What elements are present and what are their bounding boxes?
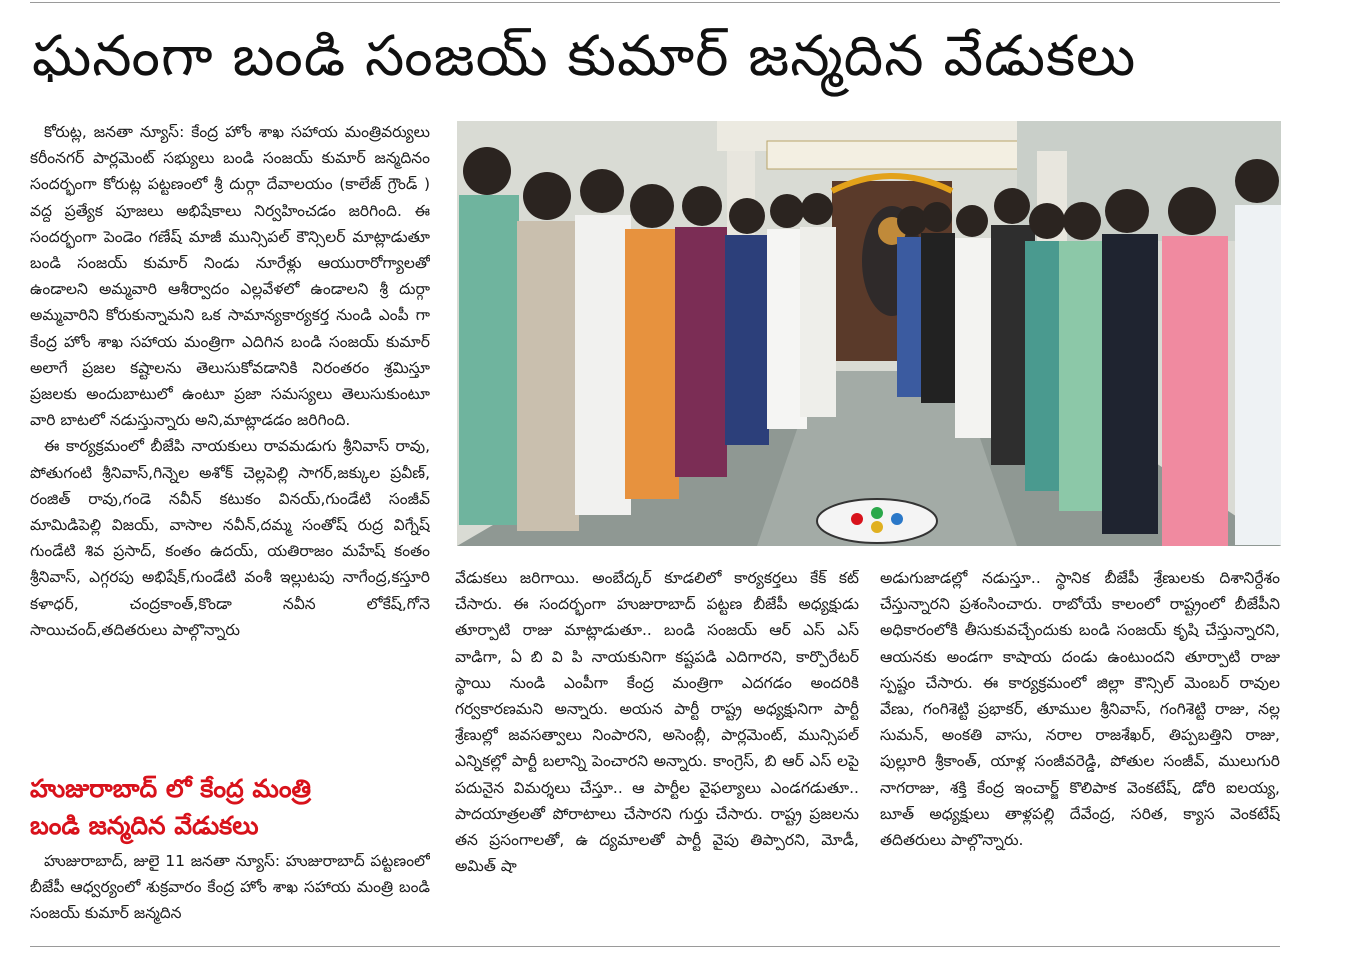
paragraph-2: ఈ కార్యక్రమంలో బీజేపి నాయకులు రావమడుగు శ్రీనివాస్ రావు, పోతుగంటి శ్రీనివాస్,గిన్నెల అశోక్ చెల్లపెల్లి సాగర్,జక్కుల ప్రవీణ్, రంజిత్ రావు,గండె నవీన్ కటుకం వినయ్,గుండేటి సంజీవ్ మామిడిపెల్లి విజయ్, వాసాల నవీన్,దమ్మ సంతోష్ రుద్ర విగ్నేష్ గుండేటి శివ ప్రసాద్, కంతం ఉదయ్, యతిరాజం మహేష్ కంతం శ్రీనివాస్, ఎగ్గరపు అభిషేక్,గుండేటి వంశీ ఇల్లుటపు నాగేంద్ర,కస్తూరి కళాధర్, చంద్రకాంత్,కొండా నవీన లోకేష్,గోనె సాయిచంద్,తదితరులు పాల్గొన్నారు	[30, 437, 430, 639]
top-rule	[30, 2, 1280, 3]
subheadline-line-2: బండి జన్మదిన వేడుకలు	[30, 811, 259, 840]
second-story-column-3	[880, 565, 1280, 917]
subheadline-line-1: హుజురాబాద్ లో కేంద్ర మంత్రి	[30, 774, 312, 803]
second-story-column-2	[455, 565, 859, 917]
paragraph-1: కోరుట్ల, జనతా న్యూస్: కేంద్ర హోం శాఖ సహాయ మంత్రివర్యులు కరీంనగర్ పార్లమెంట్ సభ్యులు బండి సంజయ్ కుమార్ జన్మదినం సందర్భంగా కోరుట్ల పట్టణంలో శ్రీ దుర్గా దేవాలయం (కాలేజ్ గ్రౌండ్ ) వద్ద ప్రత్యేక పూజలు అభిషేకాలు నిర్వహించడం జరిగింది. ఈ సందర్భంగా పెండెం గణేష్ మాజీ మున్సిపల్ కౌన్సిలర్ మాట్లాడుతూ బండి సంజయ్ కుమార్ నిండు నూరేళ్లు ఆయురారోగ్యాలతో ఉండాలని అమ్మవారి ఆశీర్వాదం ఎల్లవేళలో ఉండాలని శ్రీ దుర్గా అమ్మవారిని కోరుకున్నామని ఒక సామాన్యకార్యకర్త నుండి ఎంపీ గా కేంద్ర హోం శాఖ సహాయ మంత్రిగా ఎదిగిన బండి సంజయ్ కుమార్ అలాగే ప్రజల కష్టాలను తెలుసుకోవడానికి నిరంతరం శ్రమిస్తూ ప్రజలకు అందుబాటులో ఉంటూ ప్రజా సమస్యలు తెలుసుకుంటూ వారి బాటలో నడుస్తున్నారు అని,మాట్లాడడం జరిగింది.	[30, 123, 430, 430]
second-story-column-1	[30, 848, 430, 928]
subheadline	[30, 770, 430, 844]
article-column-1	[30, 119, 430, 767]
temple-group-photo	[457, 121, 1281, 546]
second-story-text-2: వేడుకలు జరిగాయి. అంబేద్కర్ కూడలిలో కార్యకర్తలు కేక్ కట్ చేసారు. ఈ సందర్భంగా హుజురాబాద్ పట్టణ బీజేపీ అధ్యక్షుడు తూర్పాటి రాజు మాట్లాడుతూ.. బండి సంజయ్ ఆర్ ఎస్ ఎస్ వాడిగా, ఏ బి వి పి నాయకునిగా కష్టపడి ఎదిగారని, కార్పొరేటర్ స్థాయి నుండి ఎంపీగా కేంద్ర మంత్రిగా ఎదగడం అందరికి గర్వకారణమని అన్నారు. అయన పార్టీ రాష్ట్ర అధ్యక్షునిగా పార్టీ శ్రేణుల్లో జవసత్వాలు నింపారని, అసెంబ్లీ, పార్లమెంట్, మున్సిపల్ ఎన్నికల్లో పార్టీ బలాన్ని పెంచారని అన్నారు. కాంగ్రెస్, బి ఆర్ ఎస్ లపై పదునైన విమర్శలు చేస్తూ.. ఆ పార్టీల వైఫల్యాలు ఎండగడుతూ.. పాదయాత్రలతో పోరాటాలు చేసారని గుర్తు చేసారు. రాష్ట్ర ప్రజలను తన ప్రసంగాలతో, ఉ ద్యమాలతో పార్టీ వైపు తిప్పారని, మోడీ, అమిత్ షా	[455, 569, 859, 876]
second-story-text-1: హుజురాబాద్, జులై 11 జనతా న్యూస్: హుజురాబాద్ పట్టణంలో బీజేపీ ఆధ్వర్యంలో శుక్రవారం కేంద్ర హోం శాఖ సహాయ మంత్రి బండి సంజయ్ కుమార్ జన్మదిన	[30, 852, 430, 923]
bottom-rule	[30, 946, 1280, 947]
news-photo	[457, 121, 1281, 546]
second-story-text-3: అడుగుజాడల్లో నడుస్తూ.. స్థానిక బీజేపీ శ్రేణులకు దిశానిర్దేశం చేస్తున్నారని ప్రశంసించారు. రాబోయే కాలంలో రాష్ట్రంలో బీజేపీని అధికారంలోకి తీసుకువచ్చేందుకు బండి సంజయ్ కృషి చేస్తున్నారని, ఆయనకు అండగా కాషాయ దండు ఉంటుందని తూర్పాటి రాజు స్పష్టం చేసారు. ఈ కార్యక్రమంలో జిల్లా కౌన్సిల్ మెంబర్ రావుల వేణు, గంగిశెట్టి ప్రభాకర్, తూముల శ్రీనివాస్, గంగిశెట్టి రాజు, నల్ల సుమన్, అంకతి వాసు, నరాల రాజశేఖర్, తిప్పబత్తిని రాజు, పుల్లూరి శ్రీకాంత్, యాళ్ల సంజీవరెడ్డి, పోతుల సంజీవ్, ములుగురి నాగరాజు, శక్తి కేంద్ర ఇంచార్జ్ కొలిపాక వెంకటేష్, డోరి ఐలయ్య, బూత్ అధ్యక్షులు తాళ్లపల్లి దేవేంద్ర, సరిత, క్యాస వెంకటేష్ తదితరులు పాల్గొన్నారు.	[880, 569, 1280, 850]
headline: ఘనంగా బండి సంజయ్ కుమార్ జన్మదిన వేడుకలు	[32, 24, 1137, 89]
